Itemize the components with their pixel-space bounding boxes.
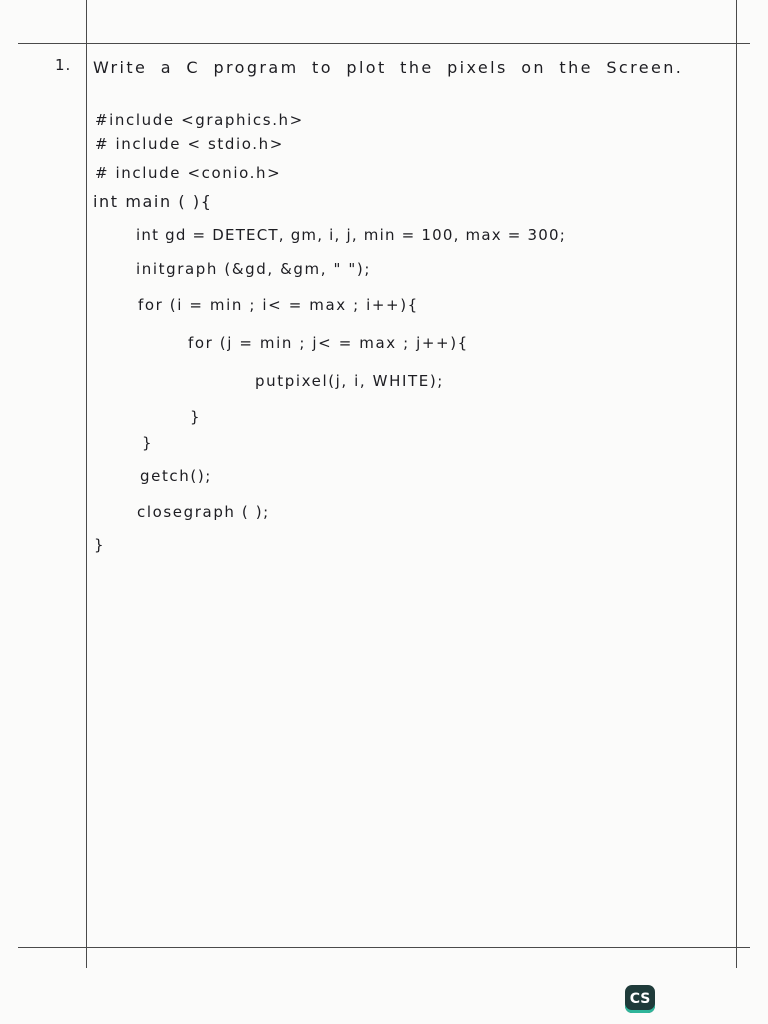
right-rule — [736, 0, 737, 968]
code-line-main-close: } — [94, 536, 106, 554]
code-line-main: int main ( ){ — [93, 192, 213, 211]
bottom-rule — [18, 947, 750, 948]
code-line-inner-close: } — [190, 408, 202, 426]
code-line-declarations: int gd = DETECT, gm, i, j, min = 100, max = 300; — [136, 226, 567, 244]
code-line-inner-for: for (j = min ; j< = max ; j++){ — [188, 334, 469, 352]
camscanner-logo: CS — [625, 985, 655, 1013]
code-line-include-conio: # include <conio.h> — [95, 164, 282, 182]
code-line-putpixel: putpixel(j, i, WHITE); — [255, 372, 444, 390]
code-line-outer-for: for (i = min ; i< = max ; i++){ — [138, 296, 419, 314]
code-line-include-stdio: # include < stdio.h> — [95, 135, 284, 153]
margin-rule — [86, 0, 87, 968]
code-line-closegraph: closegraph ( ); — [137, 503, 270, 521]
top-rule — [18, 43, 750, 44]
question-text: Write a C program to plot the pixels on the Screen. — [93, 58, 684, 77]
code-line-include-graphics: #include <graphics.h> — [95, 111, 304, 129]
code-line-getch: getch(); — [140, 467, 212, 485]
code-line-initgraph: initgraph (&gd, &gm, " "); — [136, 260, 371, 278]
question-number: 1. — [55, 56, 72, 74]
code-line-outer-close: } — [142, 434, 154, 452]
